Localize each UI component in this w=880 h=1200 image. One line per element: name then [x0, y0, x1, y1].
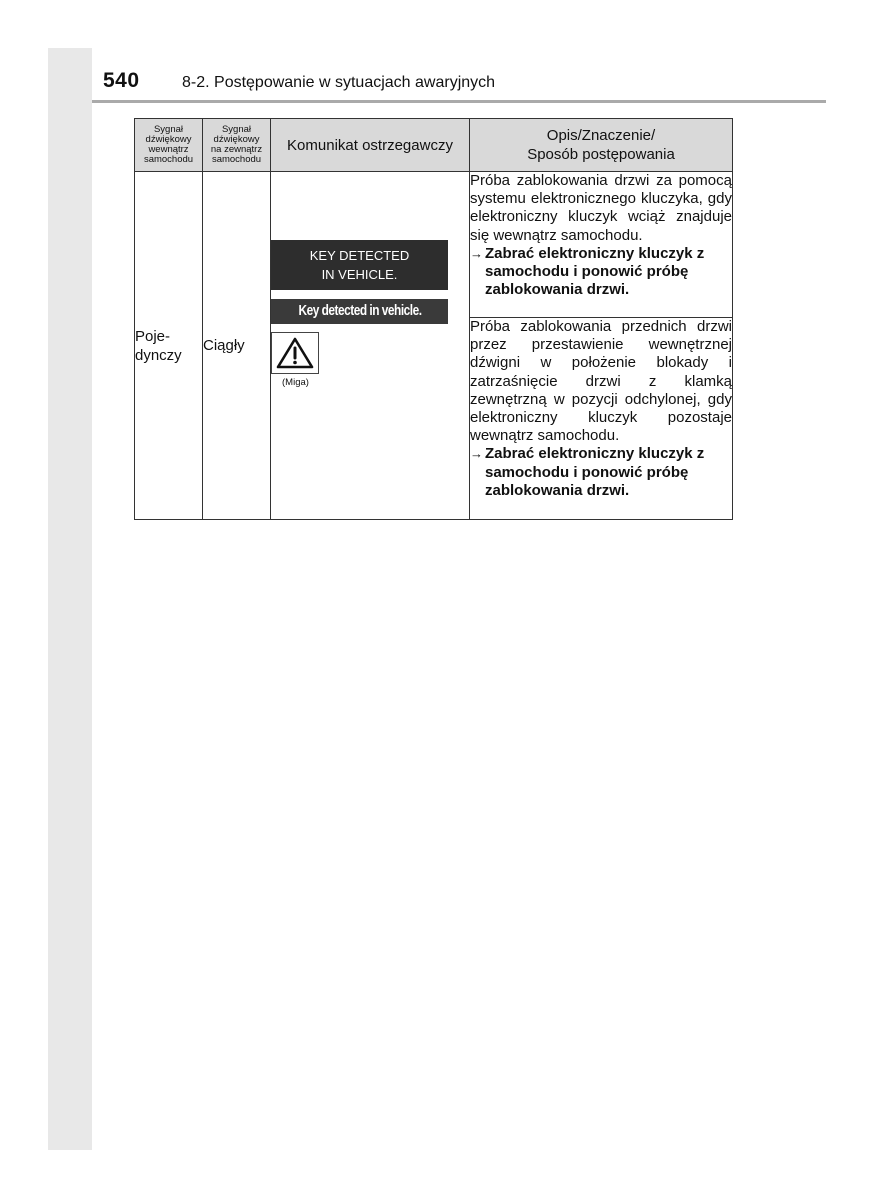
header-line: dźwiękowy [145, 134, 192, 145]
header-line: na zewnątrz [210, 144, 263, 155]
description-cell-1 [470, 172, 733, 318]
header-line: Opis/Znaczenie/ [546, 127, 656, 144]
table-row [135, 172, 733, 318]
header-line: dźwiękowy [213, 134, 260, 145]
signal-line: Poje- [135, 327, 171, 345]
display-message-text: Key detected in vehicle. [298, 303, 421, 319]
description-text: Próba zablokowania przednich drzwi przez przestawienie wewnętrznej dźwigni w położenie blokady i zatrzaśnięcie drzwi z klamką zewnętrzną w pozycji odchylonej, gdy elektroniczny kluczyk pozostaje wewnątrz samochodu. [470, 318, 732, 445]
signal-line: dynczy [135, 346, 182, 364]
header-description [470, 119, 733, 172]
display-message-mixedcase [271, 299, 448, 324]
page-number: 540 [103, 69, 140, 92]
icon-caption: (Miga) [282, 376, 309, 388]
header-line: Sposób postępowania [527, 146, 675, 163]
action-text: Zabrać elektroniczny kluczyk z samochodu i ponowić próbę zablokowania drzwi. [485, 445, 705, 499]
description-cell-2 [470, 318, 733, 520]
header-line: Sygnał [221, 124, 252, 135]
header-line: wewnątrz [148, 144, 189, 155]
header-rule [92, 100, 826, 103]
header-line: Sygnał [153, 124, 184, 135]
display-cell [271, 172, 470, 520]
section-title: 8-2. Postępowanie w sytuacjach awaryjnych [182, 74, 496, 91]
interior-signal-cell [135, 172, 203, 520]
action-instruction [470, 445, 732, 500]
header-exterior-signal [203, 119, 271, 172]
header-warning-message: Komunikat ostrzegawczy [271, 119, 470, 172]
action-text: Zabrać elektroniczny kluczyk z samochodu i ponowić próbę zablokowania drzwi. [485, 244, 705, 299]
display-line: IN VEHICLE. [321, 266, 398, 282]
display-message-uppercase [271, 240, 448, 290]
header-interior-signal [135, 119, 203, 172]
warning-table [134, 118, 733, 520]
display-line: KEY DETECTED [309, 247, 410, 263]
exterior-signal-cell: Ciągły [203, 172, 271, 520]
warning-triangle-icon [271, 332, 319, 374]
side-band [48, 48, 92, 1150]
table-header-row [135, 119, 733, 172]
arrow-right-icon: → [470, 446, 483, 462]
header-line: samochodu [143, 154, 194, 165]
warning-triangle-icon-svg [275, 336, 315, 370]
arrow-right-icon: → [470, 245, 483, 261]
header-line: samochodu [211, 154, 262, 165]
description-text: Próba zablokowania drzwi za pomocą systemu elektronicznego kluczyka, gdy elektroniczny kluczyk wciąż znajduje się wewnątrz samochodu. [470, 172, 732, 244]
action-instruction [470, 245, 732, 300]
display-group [271, 240, 469, 388]
